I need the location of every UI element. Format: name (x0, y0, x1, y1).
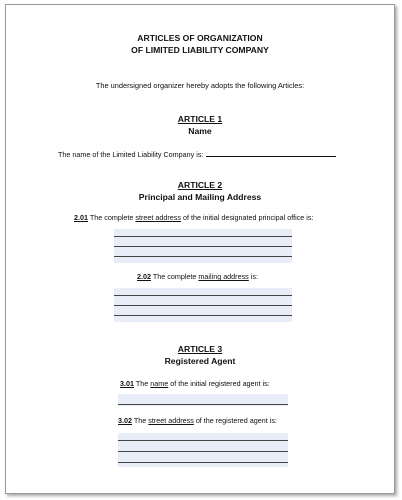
section-3-01-text (120, 379, 270, 389)
field-line (114, 305, 292, 306)
registered-agent-name-field[interactable] (118, 394, 288, 406)
article-3-heading: ARTICLE 3 (177, 344, 223, 354)
principal-office-address-field[interactable] (114, 229, 292, 263)
title-line-2: OF LIMITED LIABILITY COMPANY (131, 45, 269, 55)
section-3-02-text (118, 416, 277, 426)
mailing-address-field[interactable] (114, 288, 292, 322)
field-line (118, 451, 288, 452)
document-page (5, 4, 395, 494)
section-3-01-post: of the initial registered agent is: (170, 379, 270, 388)
field-line (118, 404, 288, 405)
section-3-01-number: 3.01 (120, 379, 134, 388)
section-2-02-number: 2.02 (137, 272, 151, 281)
section-3-02-number: 3.02 (118, 416, 132, 425)
section-2-02-post: is: (250, 272, 258, 281)
llc-name-field[interactable] (206, 148, 336, 157)
section-2-02-link: mailing address (198, 272, 249, 281)
article-2-subheading: Principal and Mailing Address (138, 192, 262, 202)
section-2-02-pre: The complete (152, 272, 197, 281)
registered-agent-address-field[interactable] (118, 433, 288, 467)
section-3-01-pre: The (135, 379, 149, 388)
section-3-01-link: name (150, 379, 169, 388)
article-3-subheading: Registered Agent (164, 356, 236, 366)
field-line (118, 440, 288, 441)
field-line (114, 315, 292, 316)
section-3-02-post: of the registered agent is: (195, 416, 277, 425)
field-line (114, 246, 292, 247)
section-3-02-pre: The (133, 416, 147, 425)
title-line-1: ARTICLES OF ORGANIZATION (137, 33, 263, 43)
section-2-01-text (74, 213, 314, 223)
field-line (114, 295, 292, 296)
intro-text: The undersigned organizer hereby adopts the following Articles: (95, 81, 305, 90)
field-line (114, 256, 292, 257)
section-3-02-link: street address (148, 416, 194, 425)
field-line (114, 236, 292, 237)
field-line (118, 462, 288, 463)
article-1-name-row (58, 148, 336, 160)
section-2-01-link: street address (135, 213, 181, 222)
section-2-01-pre: The complete (89, 213, 134, 222)
article-1-subheading: Name (188, 126, 212, 136)
section-2-02-text (137, 272, 258, 282)
section-2-01-number: 2.01 (74, 213, 88, 222)
article-1-heading: ARTICLE 1 (177, 114, 223, 124)
article-1-name-prompt: The name of the Limited Liability Company is: (58, 150, 204, 159)
article-2-heading: ARTICLE 2 (177, 180, 223, 190)
section-2-01-post: of the initial designated principal office is: (182, 213, 314, 222)
